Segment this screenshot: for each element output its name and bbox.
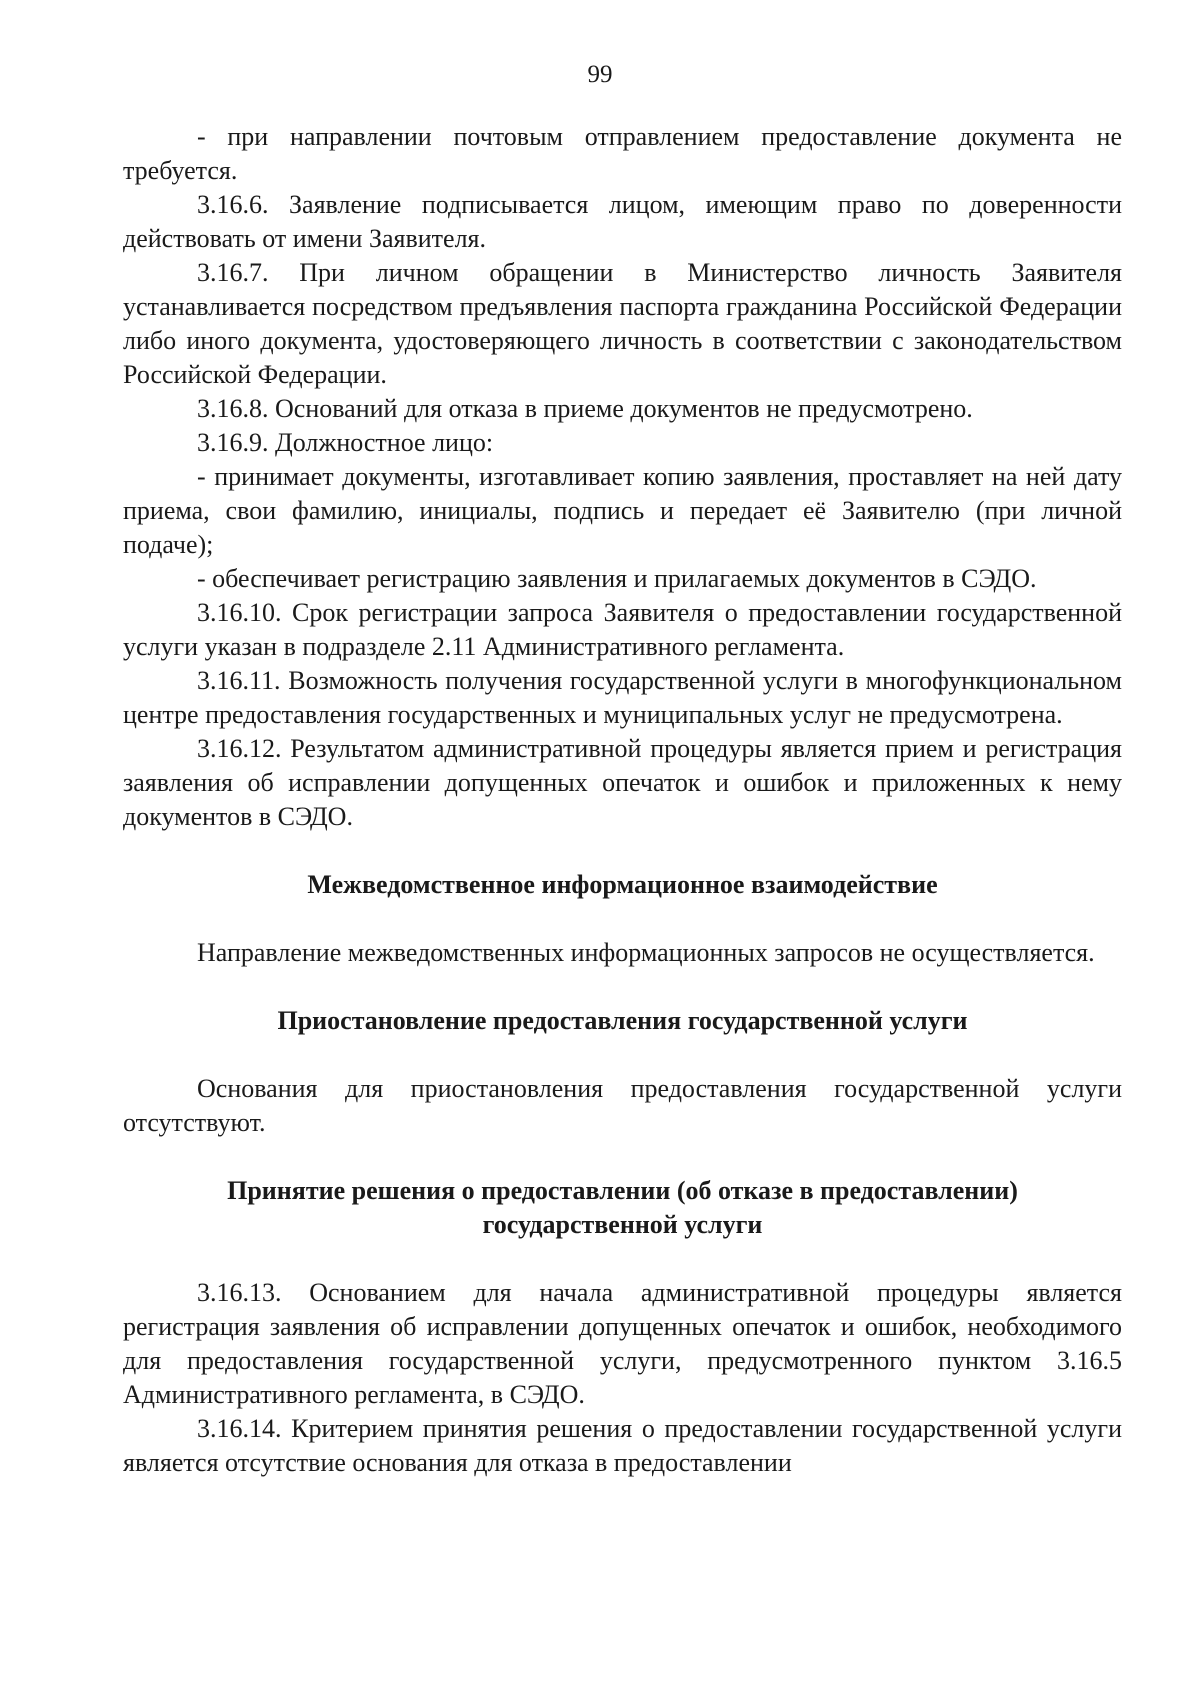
paragraph-interagency: Направление межведомственных информационных запросов не осуществляется. <box>197 938 1095 967</box>
paragraph-suspension: Основания для приостановления предоставления государственной услуги отсутствуют. <box>123 1074 1122 1137</box>
heading-interagency: Межведомственное информационное взаимодействие <box>307 870 938 899</box>
heading-suspension: Приостановление предоставления государственной услуги <box>277 1006 968 1035</box>
paragraph-3-16-11: 3.16.11. Возможность получения государственной услуги в многофункциональном центре предоставления государственных и муниципальных услуг не предусмотрена. <box>123 666 1122 729</box>
paragraph-3-16-10: 3.16.10. Срок регистрации запроса Заявителя о предоставлении государственной услуги указан в подразделе 2.11 Административного регламента. <box>123 598 1122 661</box>
paragraph-official-accepts: - принимает документы, изготавливает копию заявления, проставляет на ней дату приема, свои фамилию, инициалы, подпись и передает её Заявителю (при личной подаче); <box>123 462 1122 559</box>
heading-decision-line-2: государственной услуги <box>482 1210 763 1239</box>
paragraph-postal-note: - при направлении почтовым отправлением предоставление документа не требуется. <box>123 122 1122 185</box>
paragraph-3-16-12: 3.16.12. Результатом административной процедуры является прием и регистрация заявления об исправлении допущенных опечаток и ошибок и приложенных к нему документов в СЭДО. <box>123 734 1122 831</box>
document-body <box>123 120 1122 1480</box>
paragraph-3-16-6: 3.16.6. Заявление подписывается лицом, имеющим право по доверенности действовать от имени Заявителя. <box>123 190 1122 253</box>
paragraph-3-16-14: 3.16.14. Критерием принятия решения о предоставлении государственной услуги является отсутствие основания для отказа в предоставлении <box>123 1414 1122 1477</box>
paragraph-3-16-9: 3.16.9. Должностное лицо: <box>197 428 494 457</box>
paragraph-3-16-7: 3.16.7. При личном обращении в Министерство личность Заявителя устанавливается посредством предъявления паспорта гражданина Российской Федерации либо иного документа, удостоверяющего личность в соответствии с законодательством Российской Федерации. <box>123 258 1122 389</box>
heading-decision-line-1: Принятие решения о предоставлении (об отказе в предоставлении) <box>227 1176 1018 1205</box>
paragraph-3-16-13: 3.16.13. Основанием для начала административной процедуры является регистрация заявления об исправлении допущенных опечаток и ошибок, необходимого для предоставления государственной услуги, предусмотренного пунктом 3.16.5 Административного регламента, в СЭДО. <box>123 1278 1122 1409</box>
page-number: 99 <box>587 61 613 88</box>
paragraph-3-16-8: 3.16.8. Оснований для отказа в приеме документов не предусмотрено. <box>197 394 973 423</box>
heading-decision <box>123 1174 1122 1242</box>
paragraph-official-registers: - обеспечивает регистрацию заявления и прилагаемых документов в СЭДО. <box>197 564 1037 593</box>
